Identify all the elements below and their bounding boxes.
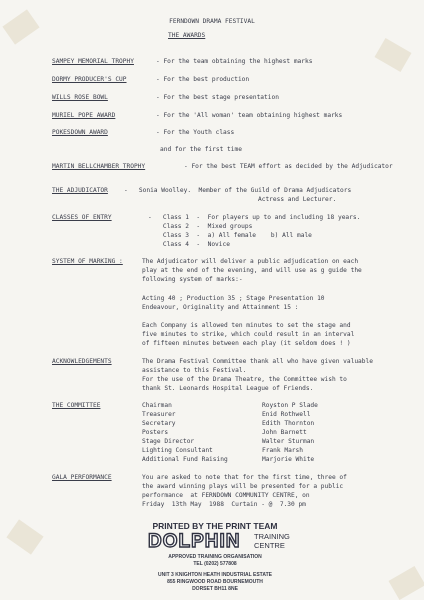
marking-line: Acting 40 ; Production 35 ; Stage Presentation 10 (142, 295, 325, 302)
printer-tel: TEL (0202) 577808 (193, 561, 237, 567)
printer-org: APPROVED TRAINING ORGANISATION (168, 554, 262, 560)
tape-bottom-right (389, 566, 424, 600)
award-desc: - For the 'All woman' team obtaining highest marks (156, 112, 343, 119)
award-name: WILLS ROSE BOWL (52, 94, 108, 101)
adjudicator-text-2: Actress and Lecturer. (258, 196, 337, 203)
printed-by: PRINTED BY THE PRINT TEAM (152, 521, 278, 531)
award-name: SAMPEY MEMORIAL TROPHY (52, 58, 134, 65)
committee-name: Frank Marsh (262, 447, 303, 454)
tape-top-left (2, 9, 39, 44)
award-desc: - For the best TEAM effort as decided by the Adjudicator (184, 163, 393, 170)
tape-bottom-left (6, 519, 43, 554)
marking-line: The Adjudicator will deliver a public adjudication on each (142, 258, 359, 265)
ack-line: The Drama Festival Committee thank all who have given valuable (142, 358, 373, 365)
committee-role: Chairman (142, 402, 172, 409)
ack-line: assistance to this Festival. (142, 367, 247, 374)
logo-side-1: TRAINING (254, 532, 290, 541)
adjudicator-text: - Sonia Woolley. Member of the Guild of Drama Adjudicators (124, 187, 352, 194)
printer-address-1: UNIT 3 KNIGHTON HEATH INDUSTRIAL ESTATE (158, 572, 272, 578)
page-title: FERNDOWN DRAMA FESTIVAL (169, 18, 255, 25)
committee-role: Lighting Consultant (142, 447, 213, 454)
ack-line: thank St. Leonards Hospital League of Friends. (142, 385, 314, 392)
award-desc: - For the best stage presentation (156, 94, 279, 101)
committee-role: Stage Director (142, 438, 195, 445)
award-name: DORMY PRODUCER'S CUP (52, 76, 127, 83)
gala-line: performance at FERNDOWN COMMUNITY CENTRE, on (142, 492, 310, 499)
award-desc: - For the team obtaining the highest marks (156, 58, 313, 65)
committee-name: Royston P Slade (262, 402, 318, 409)
committee-name: Enid Rothwell (262, 411, 311, 418)
dolphin-logo (148, 531, 298, 553)
committee-role: Secretary (142, 420, 176, 427)
adjudicator-label: THE ADJUDICATOR (52, 187, 108, 194)
marking-line: five minutes to strike, which could result in an interval (142, 331, 355, 338)
award-desc: - For the Youth class (156, 129, 235, 136)
acknowledgements-label: ACKNOWLEDGEMENTS (52, 358, 112, 365)
page-subtitle: THE AWARDS (168, 32, 206, 39)
first-time-note: and for the first time (160, 146, 242, 153)
committee-name: Walter Sturman (262, 438, 315, 445)
class-line: Class 3 - a) All female b) All male (148, 232, 312, 239)
marking-line: following system of marks:- (142, 276, 243, 283)
gala-line: the award winning plays will be presented for a public (142, 483, 344, 490)
committee-name: Marjorie White (262, 456, 315, 463)
award-name: MARTIN BELLCHAMBER TROPHY (52, 163, 146, 170)
committee-role: Posters (142, 429, 169, 436)
committee-label: THE COMMITTEE (52, 402, 101, 409)
logo-word: DOLPHIN (148, 531, 241, 552)
classes-label: CLASSES OF ENTRY (52, 214, 112, 221)
gala-line: Friday 13th May 1988 Curtain - @ 7.30 pm (142, 501, 306, 508)
tape-top-right (375, 38, 412, 72)
committee-role: Additional Fund Raising (142, 456, 228, 463)
marking-line: play at the end of the evening, and will use as g guide the (142, 267, 362, 274)
printer-address-3: DORSET BH11 8NE (192, 586, 238, 592)
class-line: - Class 1 - For players up to and including 18 years. (148, 214, 361, 221)
award-desc: - For the best production (156, 76, 250, 83)
committee-name: Edith Thornton (262, 420, 315, 427)
marking-line: Each Company is allowed ten minutes to set the stage and (142, 322, 351, 329)
award-name: MURIEL POPE AWARD (52, 112, 116, 119)
printer-address-2: 855 RINGWOOD ROAD BOURNEMOUTH (167, 579, 263, 585)
gala-label: GALA PERFORMANCE (52, 474, 112, 481)
committee-name: John Barnett (262, 429, 307, 436)
gala-line: You are asked to note that for the first time, three of (142, 474, 347, 481)
logo-side-2: CENTRE (254, 541, 285, 550)
class-line: Class 4 - Novice (148, 241, 230, 248)
award-name: POKESDOWN AWARD (52, 129, 108, 136)
class-line: Class 2 - Mixed groups (148, 223, 253, 230)
marking-label: SYSTEM OF MARKING : (52, 258, 123, 265)
committee-role: Treasurer (142, 411, 176, 418)
marking-line: of fifteen minutes between each play (it seldom does ! ) (142, 340, 351, 347)
ack-line: For the use of the Drama Theatre, the Committee wish to (142, 376, 347, 383)
marking-line: Endeavour, Originality and Attainment 15 : (142, 304, 299, 311)
